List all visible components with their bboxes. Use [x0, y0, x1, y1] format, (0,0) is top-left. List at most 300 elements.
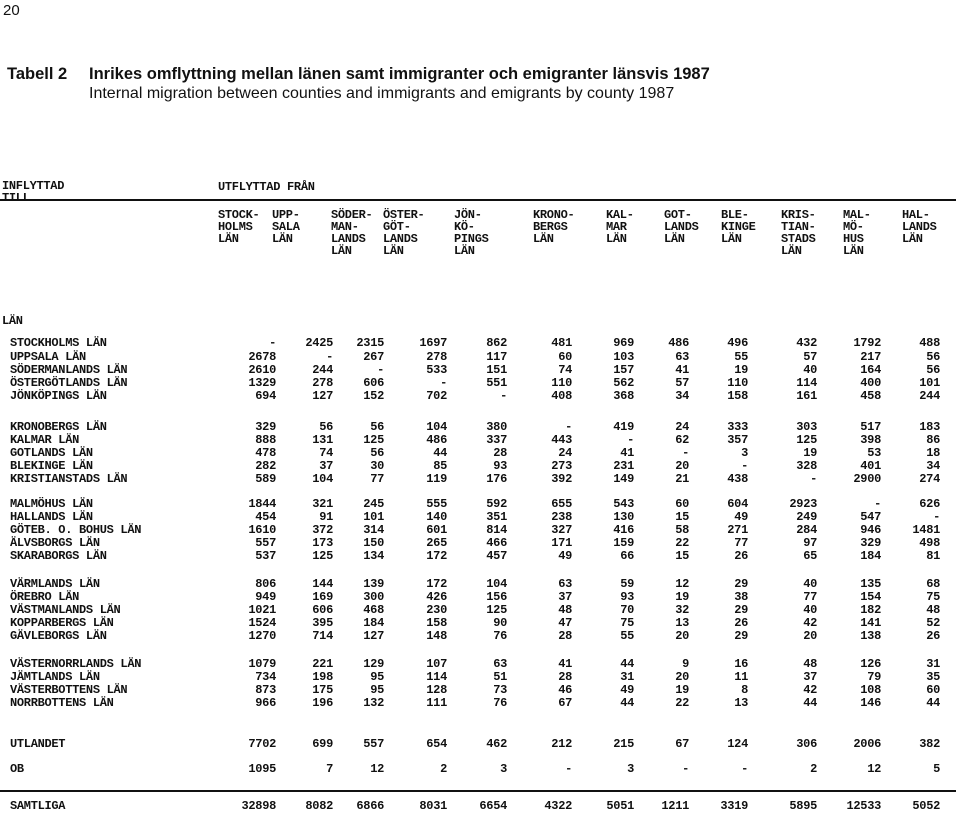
table-cell: 175: [312, 683, 333, 697]
row-label: SKARABORGS LÄN: [10, 549, 107, 563]
table-row: [0, 737, 960, 750]
row-label: KRONOBERGS LÄN: [10, 420, 107, 434]
table-cell: 141: [860, 616, 881, 630]
table-cell: 151: [486, 363, 507, 377]
table-row: [0, 536, 960, 549]
table-cell: 481: [551, 336, 572, 350]
table-cell: 58: [675, 523, 689, 537]
table-cell: 42: [803, 616, 817, 630]
table-cell: 150: [363, 536, 384, 550]
table-cell: 125: [312, 549, 333, 563]
table-cell: 149: [613, 472, 634, 486]
table-cell: 12: [370, 762, 384, 776]
table-cell: 68: [926, 577, 940, 591]
table-cell: 245: [363, 497, 384, 511]
table-cell: 606: [363, 376, 384, 390]
table-cell: 238: [551, 510, 572, 524]
table-cell: 44: [620, 657, 634, 671]
table-cell: 19: [734, 363, 748, 377]
table-cell: 74: [319, 446, 333, 460]
table-cell: 66: [620, 549, 634, 563]
table-cell: 156: [486, 590, 507, 604]
table-cell: 12533: [846, 799, 881, 813]
table-cell: 6654: [479, 799, 507, 813]
column-header-9: BLE- KINGE LÄN: [721, 208, 756, 246]
table-cell: 333: [727, 420, 748, 434]
table-cell: 517: [860, 420, 881, 434]
row-label: KOPPARBERGS LÄN: [10, 616, 114, 630]
table-cell: 101: [363, 510, 384, 524]
table-cell: 63: [675, 350, 689, 364]
table-cell: 1021: [248, 603, 276, 617]
bottom-rule: [0, 790, 956, 792]
table-cell: 85: [433, 459, 447, 473]
table-cell: 56: [926, 363, 940, 377]
row-label: OB: [10, 762, 24, 776]
table-cell: 1844: [248, 497, 276, 511]
table-cell: 184: [860, 549, 881, 563]
table-cell: 114: [426, 670, 447, 684]
table-cell: 5052: [912, 799, 940, 813]
table-cell: 125: [486, 603, 507, 617]
table-cell: 95: [370, 683, 384, 697]
table-cell: 592: [486, 497, 507, 511]
table-cell: 329: [860, 536, 881, 550]
table-cell: 11: [734, 670, 748, 684]
column-header-12: HAL- LANDS LÄN: [902, 208, 937, 246]
table-cell: 139: [363, 577, 384, 591]
row-label: VÄSTERBOTTENS LÄN: [10, 683, 128, 697]
column-header-10: KRIS- TIAN- STADS LÄN: [781, 208, 816, 258]
table-row: [0, 629, 960, 642]
table-cell: 104: [486, 577, 507, 591]
table-cell: 114: [796, 376, 817, 390]
table-cell: 551: [486, 376, 507, 390]
table-cell: -: [565, 420, 572, 434]
table-cell: 29: [734, 577, 748, 591]
table-cell: 215: [613, 737, 634, 751]
table-cell: 873: [255, 683, 276, 697]
table-cell: 398: [860, 433, 881, 447]
table-cell: 76: [493, 696, 507, 710]
table-cell: 172: [426, 577, 447, 591]
table-cell: 44: [433, 446, 447, 460]
row-label: UPPSALA LÄN: [10, 350, 86, 364]
table-cell: 337: [486, 433, 507, 447]
table-cell: 56: [370, 420, 384, 434]
table-cell: 1697: [419, 336, 447, 350]
table-cell: 37: [558, 590, 572, 604]
table-cell: 117: [486, 350, 507, 364]
column-header-4: ÖSTER- GÖT- LANDS LÄN: [383, 208, 425, 258]
column-header-8: GOT- LANDS LÄN: [664, 208, 699, 246]
table-cell: 19: [675, 590, 689, 604]
row-label: NORRBOTTENS LÄN: [10, 696, 114, 710]
table-cell: 1270: [248, 629, 276, 643]
table-cell: 90: [493, 616, 507, 630]
table-cell: 382: [919, 737, 940, 751]
table-cell: 5895: [789, 799, 817, 813]
table-cell: 329: [255, 420, 276, 434]
table-cell: 15: [675, 510, 689, 524]
table-cell: -: [810, 472, 817, 486]
table-cell: 20: [675, 629, 689, 643]
table-cell: 321: [312, 497, 333, 511]
row-label: UTLANDET: [10, 737, 66, 751]
table-cell: 60: [926, 683, 940, 697]
table-cell: 40: [803, 577, 817, 591]
table-cell: 127: [363, 629, 384, 643]
table-cell: 24: [675, 420, 689, 434]
table-cell: 37: [803, 670, 817, 684]
table-cell: 169: [312, 590, 333, 604]
table-cell: 400: [860, 376, 881, 390]
table-cell: 303: [796, 420, 817, 434]
table-row: [0, 363, 960, 376]
table-cell: 1095: [248, 762, 276, 776]
table-cell: 2315: [356, 336, 384, 350]
table-cell: 63: [558, 577, 572, 591]
table-cell: -: [565, 762, 572, 776]
table-cell: 125: [363, 433, 384, 447]
table-cell: 77: [370, 472, 384, 486]
table-cell: 161: [796, 389, 817, 403]
table-cell: 128: [426, 683, 447, 697]
column-header-5: JÖN- KÖ- PINGS LÄN: [454, 208, 489, 258]
row-label: GOTLANDS LÄN: [10, 446, 93, 460]
table-cell: 249: [796, 510, 817, 524]
table-cell: 814: [486, 523, 507, 537]
table-cell: 8031: [419, 799, 447, 813]
row-label: GÄVLEBORGS LÄN: [10, 629, 107, 643]
table-row: [0, 459, 960, 472]
table-row: [0, 446, 960, 459]
table-cell: 401: [860, 459, 881, 473]
table-cell: 63: [493, 657, 507, 671]
table-cell: 49: [620, 683, 634, 697]
table-cell: 5051: [606, 799, 634, 813]
table-cell: 557: [363, 737, 384, 751]
table-cell: 67: [675, 737, 689, 751]
table-cell: 127: [312, 389, 333, 403]
table-cell: 9: [682, 657, 689, 671]
table-cell: 6866: [356, 799, 384, 813]
table-cell: 35: [926, 670, 940, 684]
table-cell: 2678: [248, 350, 276, 364]
table-cell: 231: [613, 459, 634, 473]
table-cell: 164: [860, 363, 881, 377]
table-cell: 30: [370, 459, 384, 473]
table-cell: 134: [363, 549, 384, 563]
table-cell: 12: [867, 762, 881, 776]
table-cell: 59: [620, 577, 634, 591]
table-row: [0, 799, 960, 812]
table-cell: 31: [620, 670, 634, 684]
table-cell: 2: [810, 762, 817, 776]
table-cell: 462: [486, 737, 507, 751]
table-cell: 93: [493, 459, 507, 473]
table-cell: 555: [426, 497, 447, 511]
table-cell: 40: [803, 603, 817, 617]
table-cell: 278: [426, 350, 447, 364]
table-cell: 1524: [248, 616, 276, 630]
table-cell: 173: [312, 536, 333, 550]
table-cell: 60: [675, 497, 689, 511]
table-cell: 217: [860, 350, 881, 364]
row-label: VÄSTERNORRLANDS LÄN: [10, 657, 142, 671]
table-cell: 119: [426, 472, 447, 486]
table-cell: 56: [319, 420, 333, 434]
row-label: JÖNKÖPINGS LÄN: [10, 389, 107, 403]
table-cell: 29: [734, 629, 748, 643]
table-cell: 148: [426, 629, 447, 643]
table-cell: 466: [486, 536, 507, 550]
table-cell: -: [682, 762, 689, 776]
row-label: KRISTIANSTADS LÄN: [10, 472, 128, 486]
table-cell: 146: [860, 696, 881, 710]
table-cell: 654: [426, 737, 447, 751]
table-cell: 888: [255, 433, 276, 447]
row-label: VÄRMLANDS LÄN: [10, 577, 100, 591]
table-cell: 140: [426, 510, 447, 524]
table-cell: 65: [803, 549, 817, 563]
table-row: [0, 670, 960, 683]
table-cell: 37: [319, 459, 333, 473]
table-cell: 53: [867, 446, 881, 460]
table-cell: 55: [620, 629, 634, 643]
table-row: [0, 616, 960, 629]
table-cell: 28: [558, 670, 572, 684]
table-cell: 300: [363, 590, 384, 604]
table-cell: 42: [803, 683, 817, 697]
table-cell: 48: [803, 657, 817, 671]
table-cell: 468: [363, 603, 384, 617]
table-cell: 351: [486, 510, 507, 524]
table-cell: 15: [675, 549, 689, 563]
table-cell: 486: [426, 433, 447, 447]
table-cell: 282: [255, 459, 276, 473]
table-row: [0, 389, 960, 402]
table-cell: 32898: [241, 799, 276, 813]
table-cell: -: [874, 497, 881, 511]
table-cell: 3: [741, 446, 748, 460]
column-header-2: UPP- SALA LÄN: [272, 208, 300, 246]
table-row: [0, 696, 960, 709]
table-cell: 3319: [720, 799, 748, 813]
table-cell: 67: [558, 696, 572, 710]
table-cell: 124: [727, 737, 748, 751]
table-cell: 28: [558, 629, 572, 643]
table-cell: 70: [620, 603, 634, 617]
table-cell: 2900: [853, 472, 881, 486]
table-cell: 138: [860, 629, 881, 643]
table-cell: 158: [426, 616, 447, 630]
table-cell: 946: [860, 523, 881, 537]
table-cell: 372: [312, 523, 333, 537]
header-rule: [0, 199, 956, 201]
table-cell: 496: [727, 336, 748, 350]
table-cell: 152: [363, 389, 384, 403]
row-label: HALLANDS LÄN: [10, 510, 93, 524]
table-row: [0, 433, 960, 446]
table-cell: 86: [926, 433, 940, 447]
table-cell: 48: [558, 603, 572, 617]
table-cell: 533: [426, 363, 447, 377]
table-cell: 408: [551, 389, 572, 403]
table-cell: 79: [867, 670, 881, 684]
table-cell: 557: [255, 536, 276, 550]
table-cell: 806: [255, 577, 276, 591]
table-cell: 29: [734, 603, 748, 617]
table-cell: 62: [675, 433, 689, 447]
row-label: JÄMTLANDS LÄN: [10, 670, 100, 684]
table-cell: 19: [675, 683, 689, 697]
table-cell: -: [627, 433, 634, 447]
table-cell: 1610: [248, 523, 276, 537]
table-cell: 589: [255, 472, 276, 486]
table-cell: 31: [926, 657, 940, 671]
table-cell: 74: [558, 363, 572, 377]
table-cell: 3: [627, 762, 634, 776]
table-cell: 132: [363, 696, 384, 710]
table-cell: 55: [734, 350, 748, 364]
row-label: MALMÖHUS LÄN: [10, 497, 93, 511]
table-row: [0, 549, 960, 562]
page-number: 20: [3, 2, 20, 19]
table-cell: 26: [734, 549, 748, 563]
table-row: [0, 683, 960, 696]
table-cell: 135: [860, 577, 881, 591]
table-cell: 3: [500, 762, 507, 776]
row-label: ÖREBRO LÄN: [10, 590, 80, 604]
table-cell: 454: [255, 510, 276, 524]
table-cell: 380: [486, 420, 507, 434]
table-cell: 158: [727, 389, 748, 403]
table-cell: 107: [426, 657, 447, 671]
table-cell: 171: [551, 536, 572, 550]
table-cell: 966: [255, 696, 276, 710]
table-cell: 154: [860, 590, 881, 604]
table-cell: 7702: [248, 737, 276, 751]
table-cell: -: [741, 459, 748, 473]
table-cell: 20: [803, 629, 817, 643]
table-cell: 1211: [661, 799, 689, 813]
table-cell: 157: [613, 363, 634, 377]
table-cell: 21: [675, 472, 689, 486]
table-cell: 13: [675, 616, 689, 630]
row-label: SÖDERMANLANDS LÄN: [10, 363, 128, 377]
row-label: ÄLVSBORGS LÄN: [10, 536, 100, 550]
table-cell: 443: [551, 433, 572, 447]
table-row: [0, 420, 960, 433]
table-cell: 20: [675, 670, 689, 684]
table-cell: 44: [926, 696, 940, 710]
table-cell: 172: [426, 549, 447, 563]
table-cell: 73: [493, 683, 507, 697]
table-cell: 131: [312, 433, 333, 447]
table-cell: 12: [675, 577, 689, 591]
table-cell: 458: [860, 389, 881, 403]
utflyttad-fran-header: UTFLYTTAD FRÅN: [218, 180, 315, 194]
table-cell: 606: [312, 603, 333, 617]
title-english: Internal migration between counties and immigrants and emigrants by county 1987: [89, 85, 675, 102]
table-row: [0, 336, 960, 349]
table-cell: 8: [741, 683, 748, 697]
table-row: [0, 762, 960, 775]
table-cell: 104: [312, 472, 333, 486]
table-cell: 41: [558, 657, 572, 671]
table-cell: 81: [926, 549, 940, 563]
row-label: ÖSTERGÖTLANDS LÄN: [10, 376, 128, 390]
table-cell: 182: [860, 603, 881, 617]
table-cell: 60: [558, 350, 572, 364]
table-cell: 110: [727, 376, 748, 390]
table-cell: 104: [426, 420, 447, 434]
table-cell: 22: [675, 696, 689, 710]
column-header-7: KAL- MAR LÄN: [606, 208, 634, 246]
table-cell: 38: [734, 590, 748, 604]
column-header-1: STOCK- HOLMS LÄN: [218, 208, 260, 246]
table-cell: 77: [734, 536, 748, 550]
table-cell: 34: [926, 459, 940, 473]
table-cell: 734: [255, 670, 276, 684]
inflyttad-label: INFLYTTAD: [2, 179, 65, 193]
table-cell: 101: [919, 376, 940, 390]
table-cell: 47: [558, 616, 572, 630]
table-cell: 44: [620, 696, 634, 710]
table-row: [0, 523, 960, 536]
table-cell: 2610: [248, 363, 276, 377]
table-row: [0, 376, 960, 389]
table-cell: 278: [312, 376, 333, 390]
table-cell: 95: [370, 670, 384, 684]
table-cell: 93: [620, 590, 634, 604]
table-cell: 7: [326, 762, 333, 776]
table-row: [0, 590, 960, 603]
table-cell: 655: [551, 497, 572, 511]
table-cell: 2923: [789, 497, 817, 511]
table-cell: 1481: [912, 523, 940, 537]
table-cell: 1329: [248, 376, 276, 390]
table-cell: 56: [926, 350, 940, 364]
table-cell: 8082: [305, 799, 333, 813]
table-cell: 328: [796, 459, 817, 473]
table-cell: 48: [926, 603, 940, 617]
table-cell: 49: [734, 510, 748, 524]
row-label: GÖTEB. O. BOHUS LÄN: [10, 523, 142, 537]
table-cell: 108: [860, 683, 881, 697]
table-cell: -: [741, 762, 748, 776]
column-header-11: MAL- MÖ- HUS LÄN: [843, 208, 871, 258]
table-cell: 16: [734, 657, 748, 671]
table-cell: 862: [486, 336, 507, 350]
table-cell: 97: [803, 536, 817, 550]
table-cell: 20: [675, 459, 689, 473]
table-cell: 314: [363, 523, 384, 537]
table-cell: -: [933, 510, 940, 524]
table-cell: 230: [426, 603, 447, 617]
table-cell: 28: [493, 446, 507, 460]
table-cell: 13: [734, 696, 748, 710]
table-cell: 274: [919, 472, 940, 486]
table-cell: 357: [727, 433, 748, 447]
table-cell: 543: [613, 497, 634, 511]
table-cell: 32: [675, 603, 689, 617]
table-cell: -: [682, 446, 689, 460]
title-swedish: Inrikes omflyttning mellan länen samt immigranter och emigranter länsvis 1987: [89, 65, 710, 83]
table-cell: 41: [675, 363, 689, 377]
table-cell: 395: [312, 616, 333, 630]
